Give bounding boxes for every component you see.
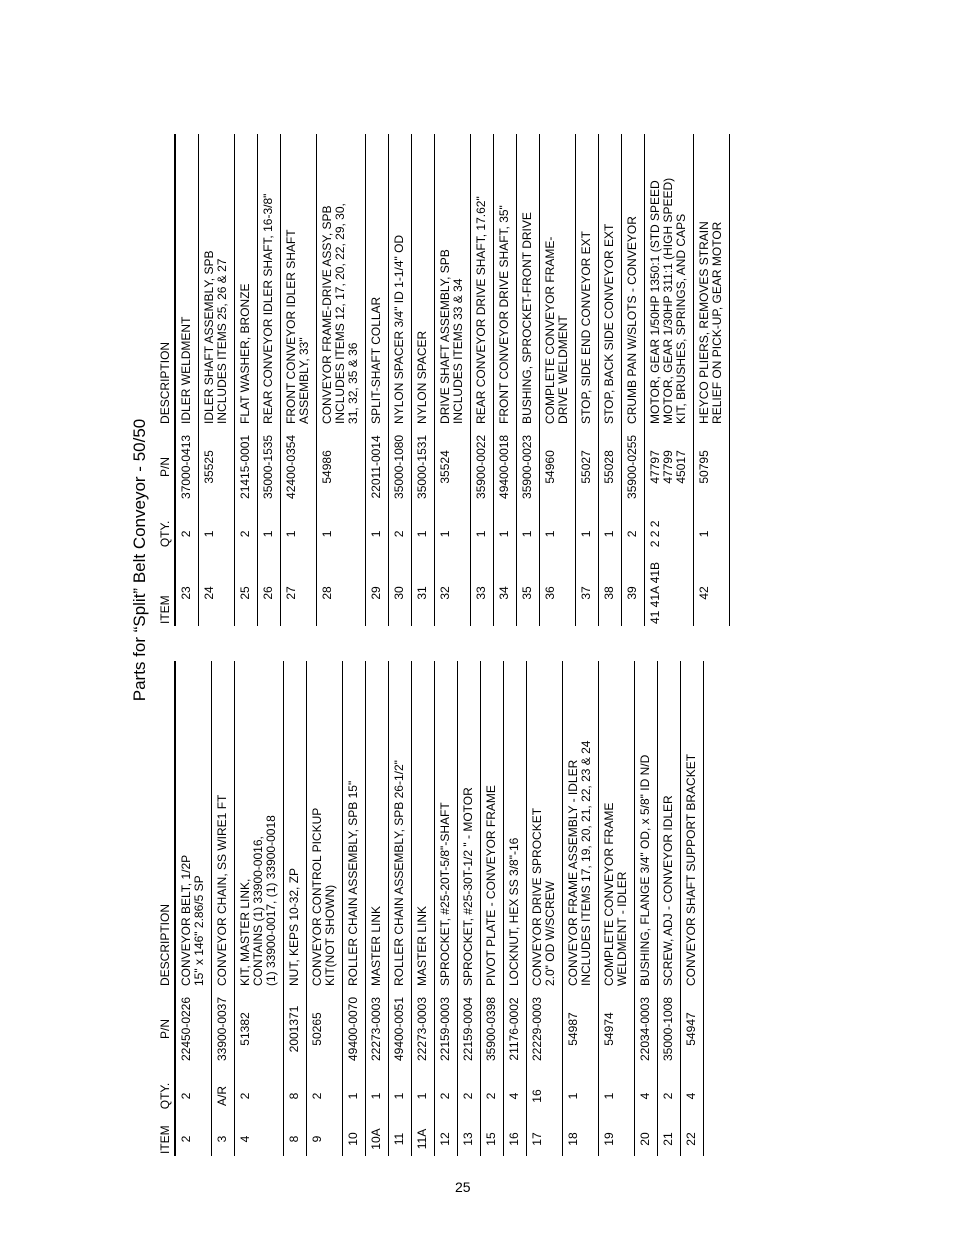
table-row bbox=[599, 661, 635, 1156]
part-number-cell: 55028 bbox=[599, 426, 622, 508]
part-number-cell: 22229-0003 bbox=[527, 988, 563, 1070]
qty-cell: 1 bbox=[599, 508, 622, 560]
part-number-cell: 54986 bbox=[317, 426, 366, 508]
description-cell: FLAT WASHER, BRONZE bbox=[235, 134, 258, 426]
description-cell: BUSHING, FLANGE 3/4" OD, x 5/8" ID N/D bbox=[635, 661, 658, 988]
item-cell: 26 bbox=[258, 560, 281, 626]
qty-cell: 2 bbox=[481, 1070, 504, 1122]
qty-cell: 1 bbox=[317, 508, 366, 560]
item-cell: 39 bbox=[622, 560, 645, 626]
item-cell: 34 bbox=[494, 560, 517, 626]
qty-cell: 2 bbox=[658, 1070, 681, 1122]
table-row bbox=[175, 134, 199, 626]
part-number-cell: 35000-1080 bbox=[389, 426, 412, 508]
table-row bbox=[235, 661, 284, 1156]
description-cell: IDLER WELDMENT bbox=[175, 134, 199, 426]
qty-cell: 4 bbox=[681, 1070, 704, 1122]
item-cell: 24 bbox=[199, 560, 235, 626]
qty-cell: 2 bbox=[235, 508, 258, 560]
item-cell: 30 bbox=[389, 560, 412, 626]
qty-cell: 1 bbox=[694, 508, 730, 560]
qty-cell: 1 bbox=[540, 508, 576, 560]
part-number-cell: 35000-1535 bbox=[258, 426, 281, 508]
qty-cell: 2 bbox=[235, 1070, 284, 1122]
qty-cell: 1 bbox=[576, 508, 599, 560]
item-cell: 15 bbox=[481, 1122, 504, 1156]
table-row bbox=[307, 661, 343, 1156]
description-cell: SPROCKET, #25-20T-5/8"-SHAFT bbox=[435, 661, 458, 988]
description-cell: CONVEYOR CHAIN, SS WIRE1 FT bbox=[212, 661, 235, 988]
header-pn: P/N bbox=[158, 988, 175, 1070]
description-cell: STOP, BACK SIDE CONVEYOR EXT bbox=[599, 134, 622, 426]
part-number-cell: 50795 bbox=[694, 426, 730, 508]
part-number-cell: 47797 47799 45017 bbox=[645, 426, 694, 508]
qty-cell: 8 bbox=[284, 1070, 307, 1122]
item-cell: 2 bbox=[175, 1122, 212, 1156]
table-header bbox=[158, 134, 175, 626]
part-number-cell: 21415-0001 bbox=[235, 426, 258, 508]
qty-cell: 4 bbox=[504, 1070, 527, 1122]
part-number-cell: 35900-0255 bbox=[622, 426, 645, 508]
parts-table-left bbox=[158, 661, 704, 1156]
table-row bbox=[389, 134, 412, 626]
part-number-cell: 50265 bbox=[307, 988, 343, 1070]
table-row bbox=[504, 661, 527, 1156]
table-row bbox=[494, 134, 517, 626]
table-row bbox=[458, 661, 481, 1156]
item-cell: 31 bbox=[412, 560, 435, 626]
table-row bbox=[681, 661, 704, 1156]
item-cell: 25 bbox=[235, 560, 258, 626]
item-cell: 3 bbox=[212, 1122, 235, 1156]
item-cell: 35 bbox=[517, 560, 540, 626]
part-number-cell: 22450-0226 bbox=[175, 988, 212, 1070]
part-number-cell: 49400-0051 bbox=[389, 988, 412, 1070]
qty-cell: 1 bbox=[435, 508, 471, 560]
part-number-cell: 21176-0002 bbox=[504, 988, 527, 1070]
description-cell: HEYCO PLIERS, REMOVES STRAIN RELIEF ON PICK-UP, GEAR MOTOR bbox=[694, 134, 730, 426]
item-cell: 22 bbox=[681, 1122, 704, 1156]
header-description: DESCRIPTION bbox=[158, 134, 175, 426]
qty-cell: 2 bbox=[622, 508, 645, 560]
part-number-cell: 49400-0018 bbox=[494, 426, 517, 508]
table-row bbox=[635, 661, 658, 1156]
description-cell: MASTER LINK bbox=[412, 661, 435, 988]
description-cell: STOP, SIDE END CONVEYOR EXT bbox=[576, 134, 599, 426]
part-number-cell: 51382 bbox=[235, 988, 284, 1070]
part-number-cell: 35000-1531 bbox=[412, 426, 435, 508]
table-row bbox=[258, 134, 281, 626]
qty-cell: 1 bbox=[494, 508, 517, 560]
part-number-cell: 54960 bbox=[540, 426, 576, 508]
table-row bbox=[658, 661, 681, 1156]
item-cell: 4 bbox=[235, 1122, 284, 1156]
item-cell: 11 bbox=[389, 1122, 412, 1156]
page-number: 25 bbox=[455, 1179, 471, 1195]
table-row bbox=[175, 661, 212, 1156]
description-cell: CONVEYOR DRIVE SPROCKET 2.0" OD W/SCREW bbox=[527, 661, 563, 988]
description-cell: COMPLETE CONVEYOR FRAME- DRIVE WELDMENT bbox=[540, 134, 576, 426]
part-number-cell: 22034-0003 bbox=[635, 988, 658, 1070]
table-row bbox=[284, 661, 307, 1156]
description-cell: REAR CONVEYOR DRIVE SHAFT, 17.62" bbox=[471, 134, 494, 426]
table-row bbox=[694, 134, 730, 626]
table-row bbox=[281, 134, 317, 626]
part-number-cell: 49400-0070 bbox=[343, 988, 366, 1070]
header-item: ITEM bbox=[158, 560, 175, 626]
part-number-cell: 35900-0022 bbox=[471, 426, 494, 508]
description-cell: CONVEYOR BELT, 1/2P 15" x 146" 2.86/5 SP bbox=[175, 661, 212, 988]
table-row bbox=[412, 661, 435, 1156]
description-cell: NYLON SPACER 3/4" ID 1-1/4" OD bbox=[389, 134, 412, 426]
item-cell: 36 bbox=[540, 560, 576, 626]
qty-cell: 1 bbox=[389, 1070, 412, 1122]
header-qty: QTY. bbox=[158, 508, 175, 560]
qty-cell: 1 bbox=[563, 1070, 599, 1122]
item-cell: 20 bbox=[635, 1122, 658, 1156]
qty-cell: 1 bbox=[199, 508, 235, 560]
qty-cell: 1 bbox=[343, 1070, 366, 1122]
qty-cell: 16 bbox=[527, 1070, 563, 1122]
item-cell: 11A bbox=[412, 1122, 435, 1156]
description-cell: NUT, KEPS 10-32, ZP bbox=[284, 661, 307, 988]
description-cell: LOCKNUT, HEX SS 3/8"-16 bbox=[504, 661, 527, 988]
item-cell: 28 bbox=[317, 560, 366, 626]
qty-cell: 1 bbox=[366, 508, 389, 560]
part-number-cell: 35900-0023 bbox=[517, 426, 540, 508]
table-row bbox=[412, 134, 435, 626]
rotated-sheet bbox=[130, 160, 850, 1160]
table-row bbox=[366, 661, 389, 1156]
item-cell: 29 bbox=[366, 560, 389, 626]
qty-cell: 1 bbox=[281, 508, 317, 560]
description-cell: ROLLER CHAIN ASSEMBLY, SPB 26-1/2" bbox=[389, 661, 412, 988]
description-cell: IDLER SHAFT ASSEMBLY, SPB INCLUDES ITEMS 25, 26 & 27 bbox=[199, 134, 235, 426]
qty-cell: 1 bbox=[412, 508, 435, 560]
item-cell: 9 bbox=[307, 1122, 343, 1156]
table-row bbox=[599, 134, 622, 626]
description-cell: CRUMB PAN W/SLOTS - CONVEYOR bbox=[622, 134, 645, 426]
table-row bbox=[645, 134, 694, 626]
part-number-cell: 35525 bbox=[199, 426, 235, 508]
qty-cell: 1 bbox=[412, 1070, 435, 1122]
description-cell: DRIVE SHAFT ASSEMBLY, SPB INCLUDES ITEMS 33 & 34 bbox=[435, 134, 471, 426]
qty-cell: 1 bbox=[517, 508, 540, 560]
part-number-cell: 33900-0037 bbox=[212, 988, 235, 1070]
qty-cell: 1 bbox=[366, 1070, 389, 1122]
qty-cell: 2 bbox=[458, 1070, 481, 1122]
item-cell: 23 bbox=[175, 560, 199, 626]
part-number-cell: 35900-0398 bbox=[481, 988, 504, 1070]
part-number-cell: 22273-0003 bbox=[366, 988, 389, 1070]
table-row bbox=[199, 134, 235, 626]
parts-table-right bbox=[158, 134, 730, 626]
table-row bbox=[622, 134, 645, 626]
description-cell: SCREW, ADJ - CONVEYOR IDLER bbox=[658, 661, 681, 988]
item-cell: 10 bbox=[343, 1122, 366, 1156]
description-cell: FRONT CONVEYOR DRIVE SHAFT, 35" bbox=[494, 134, 517, 426]
qty-cell: 2 bbox=[307, 1070, 343, 1122]
description-cell: CONVEYOR SHAFT SUPPORT BRACKET bbox=[681, 661, 704, 988]
qty-cell: 1 bbox=[471, 508, 494, 560]
header-pn: P/N bbox=[158, 426, 175, 508]
part-number-cell: 54974 bbox=[599, 988, 635, 1070]
part-number-cell: 22159-0004 bbox=[458, 988, 481, 1070]
description-cell: PIVOT PLATE - CONVEYOR FRAME bbox=[481, 661, 504, 988]
qty-cell: 4 bbox=[635, 1070, 658, 1122]
item-cell: 17 bbox=[527, 1122, 563, 1156]
item-cell: 19 bbox=[599, 1122, 635, 1156]
header-item: ITEM bbox=[158, 1122, 175, 1156]
item-cell: 10A bbox=[366, 1122, 389, 1156]
table-row bbox=[576, 134, 599, 626]
header-qty: QTY. bbox=[158, 1070, 175, 1122]
description-cell: CONVEYOR FRAME-DRIVE ASSY, SPB INCLUDES ITEMS 12, 17, 20, 22, 29, 30, 31, 32, 35 & 36 bbox=[317, 134, 366, 426]
item-cell: 8 bbox=[284, 1122, 307, 1156]
description-cell: ROLLER CHAIN ASSEMBLY, SPB 15" bbox=[343, 661, 366, 988]
table-row bbox=[389, 661, 412, 1156]
part-number-cell: 22273-0003 bbox=[412, 988, 435, 1070]
item-cell: 32 bbox=[435, 560, 471, 626]
table-row bbox=[563, 661, 599, 1156]
item-cell: 12 bbox=[435, 1122, 458, 1156]
part-number-cell: 54947 bbox=[681, 988, 704, 1070]
part-number-cell: 37000-0413 bbox=[175, 426, 199, 508]
table-row bbox=[317, 134, 366, 626]
table-row bbox=[527, 661, 563, 1156]
part-number-cell: 55027 bbox=[576, 426, 599, 508]
description-cell: BUSHING, SPROCKET-FRONT DRIVE bbox=[517, 134, 540, 426]
table-row bbox=[366, 134, 389, 626]
table-row bbox=[435, 661, 458, 1156]
table-row bbox=[540, 134, 576, 626]
description-cell: COMPLETE CONVEYOR FRAME WELDMENT - IDLER bbox=[599, 661, 635, 988]
page-title: Parts for “Split” Belt Conveyor - 50/50 bbox=[130, 418, 149, 702]
item-cell: 42 bbox=[694, 560, 730, 626]
item-cell: 13 bbox=[458, 1122, 481, 1156]
item-cell: 21 bbox=[658, 1122, 681, 1156]
qty-cell: 2 bbox=[175, 508, 199, 560]
table-header bbox=[158, 661, 175, 1156]
table-row bbox=[235, 134, 258, 626]
description-cell: FRONT CONVEYOR IDLER SHAFT ASSEMBLY, 33" bbox=[281, 134, 317, 426]
item-cell: 18 bbox=[563, 1122, 599, 1156]
item-cell: 27 bbox=[281, 560, 317, 626]
table-row bbox=[212, 661, 235, 1156]
part-number-cell: 54987 bbox=[563, 988, 599, 1070]
qty-cell: 2 bbox=[435, 1070, 458, 1122]
description-cell: NYLON SPACER bbox=[412, 134, 435, 426]
table-row bbox=[517, 134, 540, 626]
header-description: DESCRIPTION bbox=[158, 661, 175, 988]
item-cell: 16 bbox=[504, 1122, 527, 1156]
table-row bbox=[435, 134, 471, 626]
description-cell: SPLIT-SHAFT COLLAR bbox=[366, 134, 389, 426]
qty-cell: 2 bbox=[175, 1070, 212, 1122]
qty-cell: A/R bbox=[212, 1070, 235, 1122]
part-number-cell: 2001371 bbox=[284, 988, 307, 1070]
description-cell: KIT, MASTER LINK, CONTAINS (1) 33900-0016, (1) 33900-0017, (1) 33900-0018 bbox=[235, 661, 284, 988]
item-cell: 41 41A 41B bbox=[645, 560, 694, 626]
table-row bbox=[481, 661, 504, 1156]
qty-cell: 1 bbox=[599, 1070, 635, 1122]
description-cell: MOTOR, GEAR 1/50HP 1350:1 (STD SPEED MOTOR, GEAR 1/30HP 311:1 (HIGH SPEED) KIT, BRUSHES, SPRINGS, AND CAPS bbox=[645, 134, 694, 426]
part-number-cell: 22159-0003 bbox=[435, 988, 458, 1070]
table-row bbox=[471, 134, 494, 626]
description-cell: CONVEYOR CONTROL PICKUP KIT(NOT SHOWN) bbox=[307, 661, 343, 988]
part-number-cell: 22011-0014 bbox=[366, 426, 389, 508]
part-number-cell: 42400-0354 bbox=[281, 426, 317, 508]
table-row bbox=[343, 661, 366, 1156]
item-cell: 37 bbox=[576, 560, 599, 626]
item-cell: 38 bbox=[599, 560, 622, 626]
qty-cell: 2 bbox=[389, 508, 412, 560]
description-cell: CONVEYOR FRAME ASSEMBLY - IDLER INCLUDES ITEMS 17, 19, 20, 21, 22, 23 & 24 bbox=[563, 661, 599, 988]
qty-cell: 2 2 2 bbox=[645, 508, 694, 560]
description-cell: REAR CONVEYOR IDLER SHAFT, 16-3/8" bbox=[258, 134, 281, 426]
description-cell: SPROCKET, #25-30T-1/2 " - MOTOR bbox=[458, 661, 481, 988]
part-number-cell: 35524 bbox=[435, 426, 471, 508]
part-number-cell: 35000-1008 bbox=[658, 988, 681, 1070]
item-cell: 33 bbox=[471, 560, 494, 626]
description-cell: MASTER LINK bbox=[366, 661, 389, 988]
qty-cell: 1 bbox=[258, 508, 281, 560]
